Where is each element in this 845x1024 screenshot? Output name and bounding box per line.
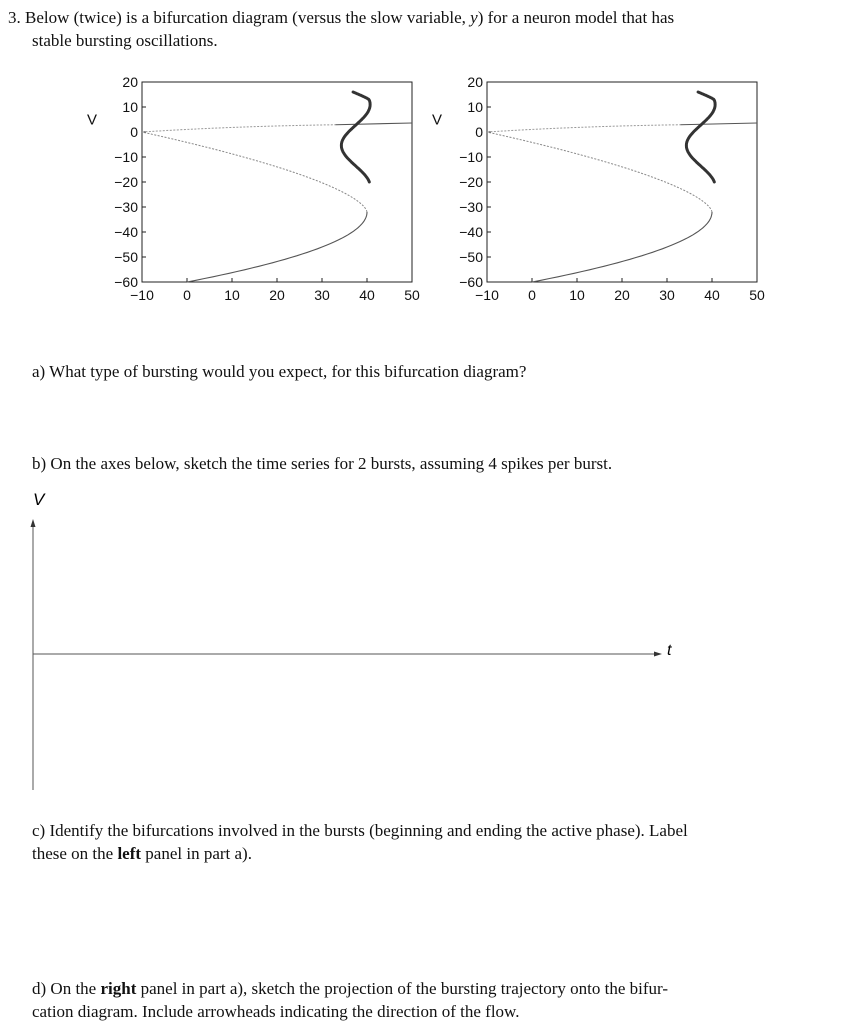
y-tick-label: −40 xyxy=(459,224,483,240)
bifurcation-panel-right xyxy=(432,74,765,303)
y-tick-label: 20 xyxy=(122,74,138,90)
x-tick-label: 50 xyxy=(404,287,420,303)
x-tick-label: 30 xyxy=(659,287,675,303)
x-tick-label: 10 xyxy=(569,287,585,303)
plot-frame xyxy=(487,82,757,282)
bifurcation-figure xyxy=(0,60,845,380)
part-c-line2-pre: these on the xyxy=(32,844,118,863)
sketch-axis-v-label: V xyxy=(33,490,45,509)
y-tick-label: −20 xyxy=(459,174,483,190)
y-tick-label: −50 xyxy=(114,249,138,265)
part-d-question-line1 xyxy=(32,977,668,1000)
stable-upper-branch xyxy=(336,123,413,125)
y-tick-label: −20 xyxy=(114,174,138,190)
stable-lower-branch xyxy=(187,212,367,282)
x-tick-label: 20 xyxy=(614,287,630,303)
y-tick-label: −30 xyxy=(114,199,138,215)
stable-lower-branch xyxy=(532,212,712,282)
y-tick-label: −10 xyxy=(459,149,483,165)
x-tick-label: 0 xyxy=(528,287,536,303)
x-tick-label: 10 xyxy=(224,287,240,303)
y-tick-label: −30 xyxy=(459,199,483,215)
part-d-line1-bold: right xyxy=(100,979,137,998)
question-number: 3. xyxy=(8,8,21,27)
x-tick-label: 40 xyxy=(704,287,720,303)
y-tick-label: 0 xyxy=(475,124,483,140)
x-tick-label: 50 xyxy=(749,287,765,303)
y-tick-label: 10 xyxy=(122,99,138,115)
sketch-axis-vertical-arrow xyxy=(31,519,36,527)
unstable-upper-branch xyxy=(142,125,336,132)
x-tick-label: 40 xyxy=(359,287,375,303)
question-intro-line1: Below (twice) is a bifurcation diagram (versus the slow variable, xyxy=(25,8,471,27)
plot-frame xyxy=(142,82,412,282)
y-tick-label: 20 xyxy=(467,74,483,90)
question-intro-line2: stable bursting oscillations. xyxy=(32,31,218,50)
y-tick-label: −10 xyxy=(114,149,138,165)
y-tick-label: 0 xyxy=(130,124,138,140)
sketch-axes xyxy=(0,485,845,805)
part-c-line2-bold: left xyxy=(117,844,142,863)
unstable-middle-branch xyxy=(487,132,712,212)
bifurcation-panel-left xyxy=(87,74,420,303)
part-d-line1-pre: d) On the xyxy=(32,979,101,998)
part-a-question: a) What type of bursting would you expect, for this bifurcation diagram? xyxy=(32,362,527,381)
question-intro-var: y xyxy=(470,8,478,27)
sketch-axis-horizontal-arrow xyxy=(654,652,662,657)
y-tick-label: −60 xyxy=(114,274,138,290)
x-tick-label: −10 xyxy=(475,287,499,303)
unstable-upper-branch xyxy=(487,125,681,132)
y-axis-label: V xyxy=(432,111,443,129)
part-c-question-line2 xyxy=(32,842,252,865)
periodic-orbit-branch xyxy=(686,92,715,182)
x-tick-label: 0 xyxy=(183,287,191,303)
x-tick-label: 30 xyxy=(314,287,330,303)
x-tick-label: −10 xyxy=(130,287,154,303)
part-c-question-line1: c) Identify the bifurcations involved in the bursts (beginning and ending the active phase). Label xyxy=(32,821,688,840)
x-tick-label: 20 xyxy=(269,287,285,303)
y-tick-label: −60 xyxy=(459,274,483,290)
y-tick-label: 10 xyxy=(467,99,483,115)
part-d-question-line2: cation diagram. Include arrowheads indicating the direction of the flow. xyxy=(32,1002,520,1021)
stable-upper-branch xyxy=(681,123,758,125)
periodic-orbit-branch xyxy=(341,92,370,182)
part-b-question: b) On the axes below, sketch the time series for 2 bursts, assuming 4 spikes per burst. xyxy=(32,454,613,473)
y-tick-label: −40 xyxy=(114,224,138,240)
question-intro xyxy=(8,6,838,29)
unstable-middle-branch xyxy=(142,132,367,212)
sketch-axis-t-label: t xyxy=(667,642,672,659)
question-intro-line1-end: ) for a neuron model that has xyxy=(477,8,675,27)
y-tick-label: −50 xyxy=(459,249,483,265)
y-axis-label: V xyxy=(87,111,98,129)
part-d-line1-post: panel in part a), sketch the projection of the bursting trajectory onto the bifur- xyxy=(136,979,669,998)
part-c-line2-post: panel in part a). xyxy=(141,844,252,863)
